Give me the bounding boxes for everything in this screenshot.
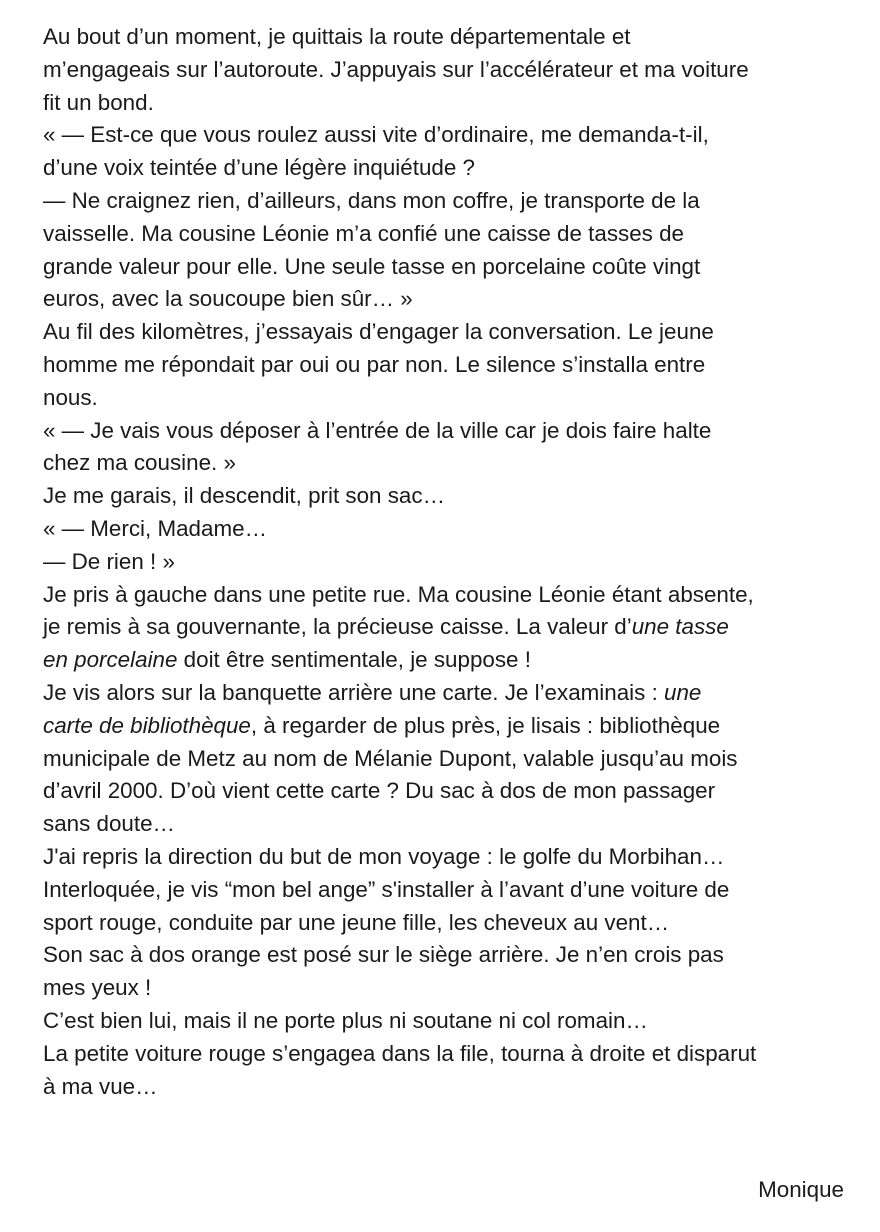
text-line: Je me garais, il descendit, prit son sac…	[43, 483, 445, 509]
text-line: C’est bien lui, mais il ne porte plus ni soutane ni col romain…	[43, 1007, 648, 1033]
text-line: J'ai repris la direction du but de mon voyage : le golfe du Morbihan…	[43, 843, 725, 869]
text-line: municipale de Metz au nom de Mélanie Dupont, valable jusqu’au mois	[43, 745, 738, 771]
author-signature: Monique	[758, 1177, 844, 1202]
text-line: « — Je vais vous déposer à l’entrée de la ville car je dois faire halte	[43, 417, 712, 443]
text-line: — De rien ! »	[43, 548, 175, 574]
text-line: nous.	[43, 384, 98, 410]
text-segment: Je vis alors sur la banquette arrière une carte. Je l’examinais :	[43, 679, 665, 705]
text-line: fit un bond.	[43, 89, 154, 115]
text-line	[43, 710, 863, 743]
text-line: Son sac à dos orange est posé sur le siège arrière. Je n’en crois pas	[43, 942, 724, 968]
text-line: euros, avec la soucoupe bien sûr… »	[43, 286, 413, 312]
text-line: Interloquée, je vis “mon bel ange” s'installer à l’avant d’une voiture de	[43, 876, 730, 902]
text-line: homme me répondait par oui ou par non. Le silence s’installa entre	[43, 351, 706, 377]
italic-segment: une tasse	[631, 614, 729, 640]
text-line: sans doute…	[43, 811, 175, 837]
text-line: m’engageais sur l’autoroute. J’appuyais sur l’accélérateur et ma voiture	[43, 56, 749, 82]
text-segment: je remis à sa gouvernante, la précieuse caisse. La valeur d’	[43, 614, 632, 640]
text-line: « — Merci, Madame…	[43, 515, 267, 541]
text-line: Au bout d’un moment, je quittais la route départementale et	[43, 24, 631, 49]
text-line: « — Est-ce que vous roulez aussi vite d’ordinaire, me demanda-t-il,	[43, 122, 709, 148]
italic-segment: une	[664, 679, 702, 705]
text-line: Je pris à gauche dans une petite rue. Ma cousine Léonie étant absente,	[43, 581, 754, 607]
text-line: grande valeur pour elle. Une seule tasse en porcelaine coûte vingt	[43, 253, 701, 279]
story-text	[43, 21, 863, 1103]
text-line	[43, 611, 863, 644]
text-line: Au fil des kilomètres, j’essayais d’engager la conversation. Le jeune	[43, 319, 714, 345]
italic-segment: en porcelaine	[43, 647, 178, 673]
text-line	[43, 644, 863, 677]
text-line: sport rouge, conduite par une jeune fille, les cheveux au vent…	[43, 909, 670, 935]
text-segment: , à regarder de plus près, je lisais : bibliothèque	[250, 712, 721, 738]
text-line: vaisselle. Ma cousine Léonie m’a confié une caisse de tasses de	[43, 220, 684, 246]
text-line: La petite voiture rouge s’engagea dans la file, tourna à droite et disparut	[43, 1040, 757, 1066]
text-line	[43, 677, 863, 710]
text-line: — Ne craignez rien, d’ailleurs, dans mon coffre, je transporte de la	[43, 187, 700, 213]
italic-segment: carte de bibliothèque	[43, 712, 251, 738]
text-line: mes yeux !	[43, 975, 152, 1001]
text-line: chez ma cousine. »	[43, 450, 236, 476]
text-line: d’avril 2000. D’où vient cette carte ? Du sac à dos de mon passager	[43, 778, 716, 804]
text-segment: doit être sentimentale, je suppose !	[177, 647, 531, 673]
text-line: d’une voix teintée d’une légère inquiétude ?	[43, 155, 475, 181]
text-line: à ma vue…	[43, 1073, 158, 1099]
